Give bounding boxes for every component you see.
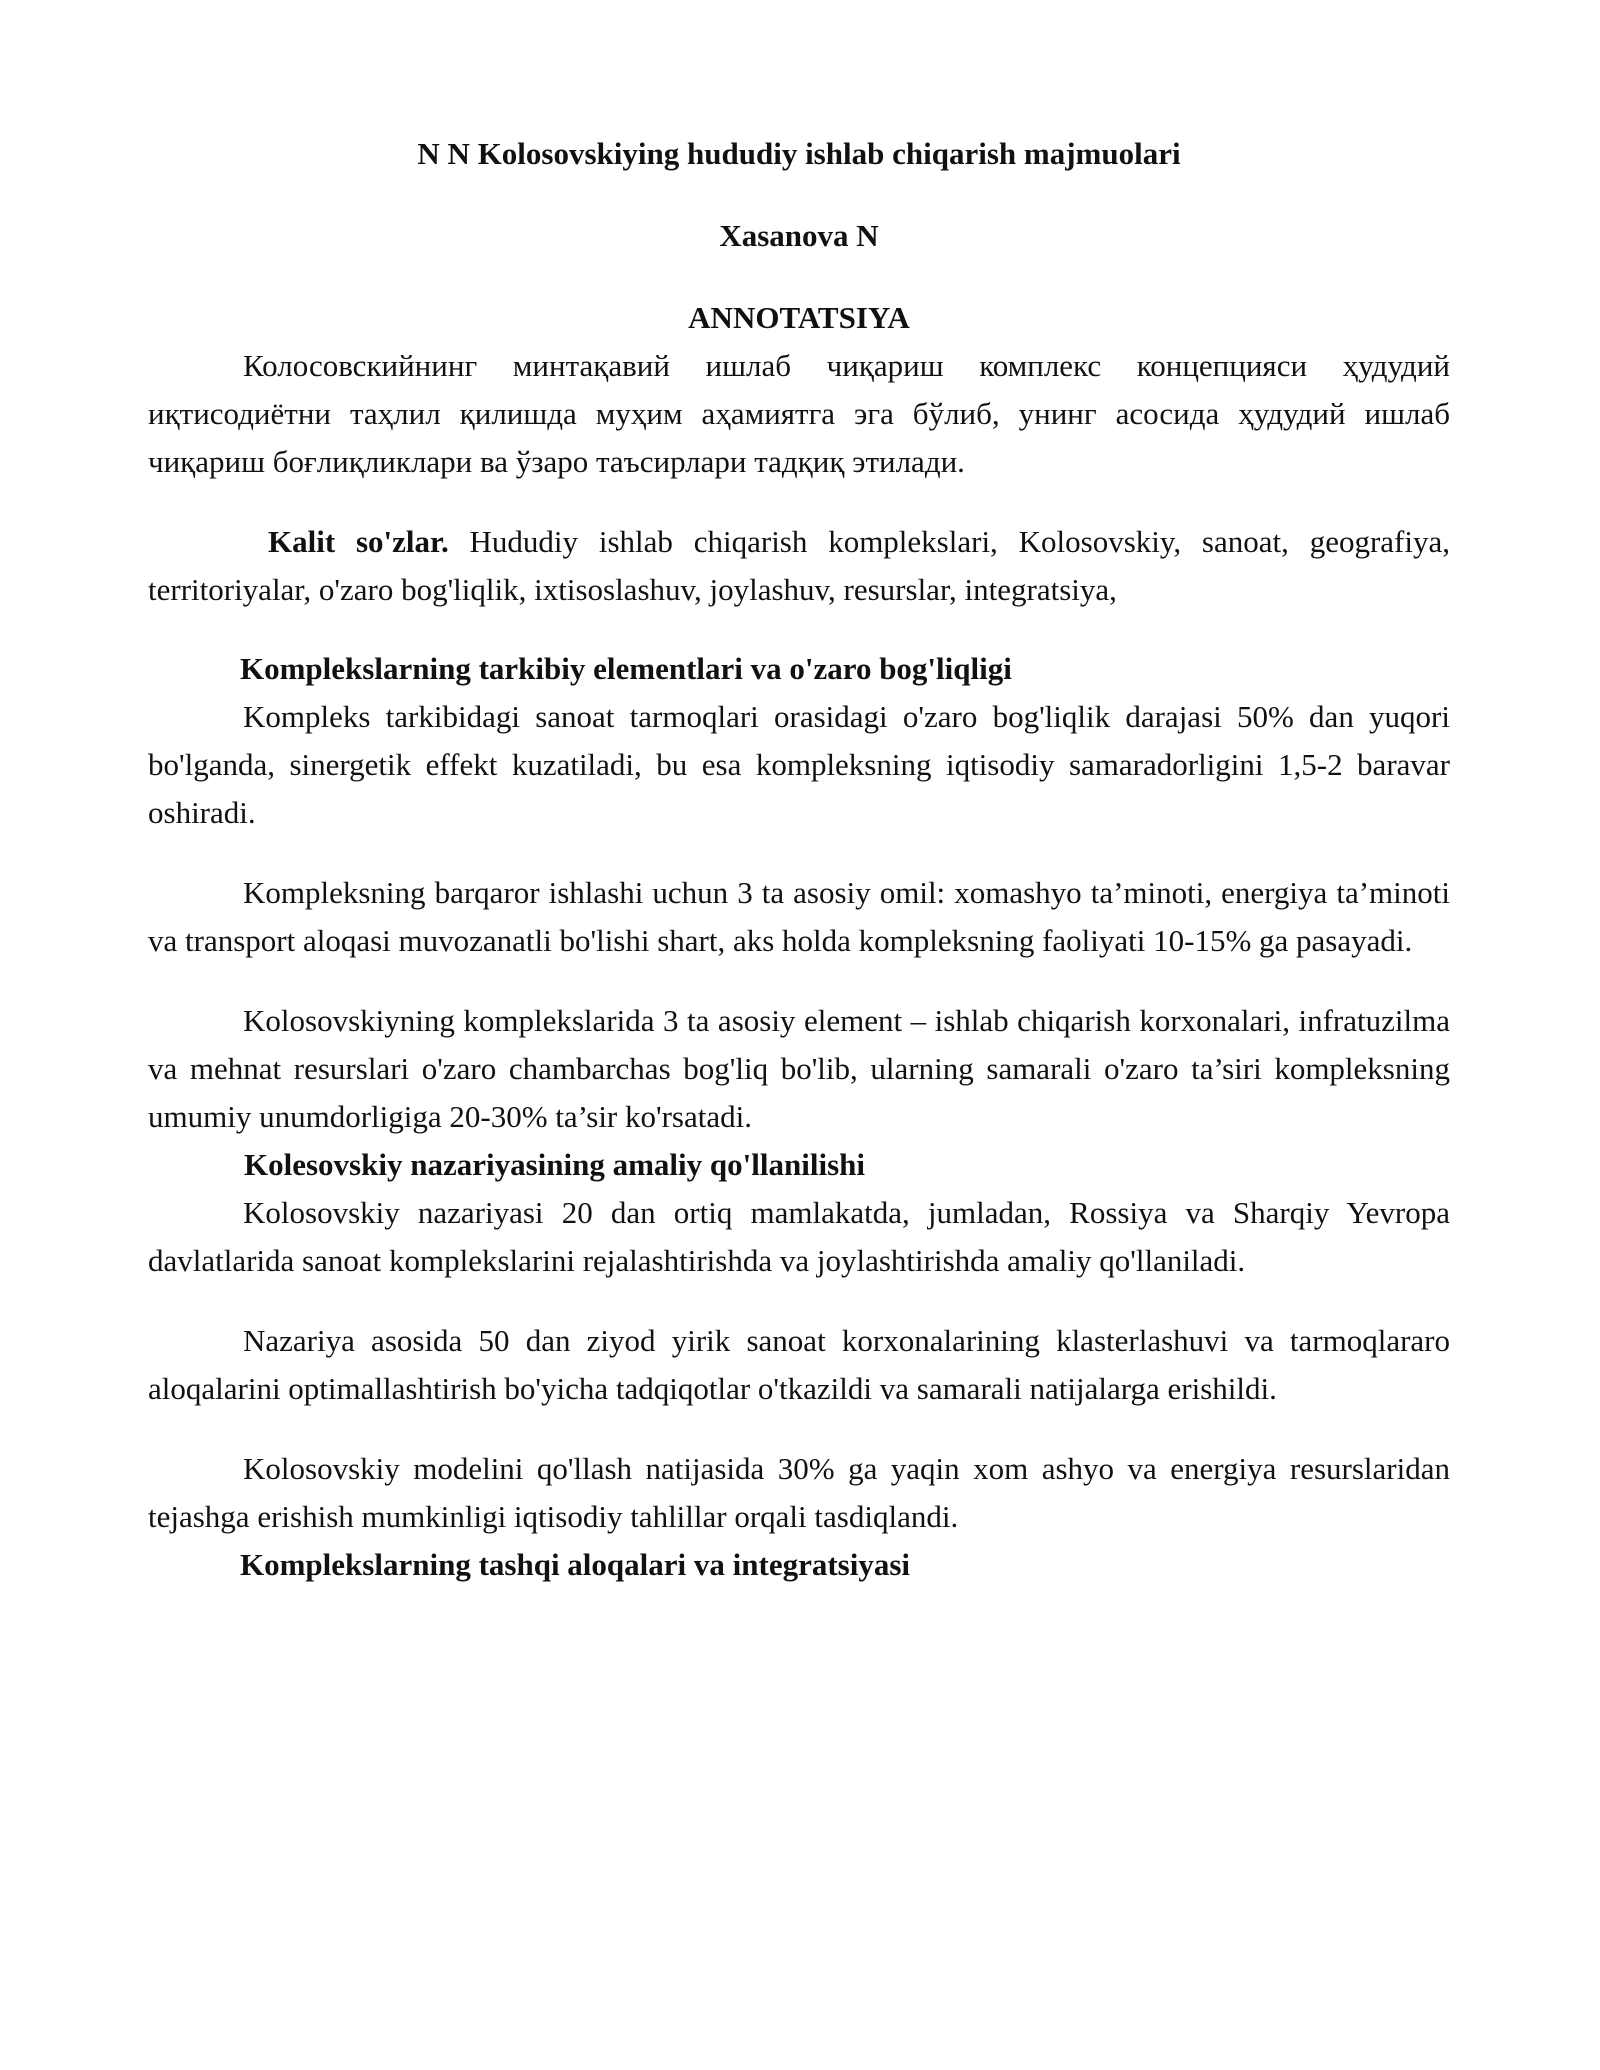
keywords-paragraph: [148, 518, 1450, 614]
section-paragraph: Nazariya asosida 50 dan ziyod yirik sanoat korxonalarining klasterlashuvi va tarmoqlararo aloqalarini optimallashtirish bo'yicha tadqiqotlar o'tkazildi va samarali natijalarga erishildi.: [148, 1323, 1450, 1406]
annotation-paragraph: Колосовскийнинг минтақавий ишлаб чиқариш комплекс концепцияси ҳудудий иқтисодиётни таҳлил қилишда муҳим аҳамиятга эга бўлиб, унинг асосида ҳудудий ишлаб чиқариш боғлиқликлари ва ўзаро таъсирлари тадқиқ этилади.: [148, 348, 1450, 479]
keywords-text: Hududiy ishlab chiqarish komplekslari, Kolosovskiy, sanoat, geografiya, territoriyalar, o'zaro bog'liqlik, ixtisoslashuv, joylashuv, resurslar, integratsiya,: [148, 524, 1450, 607]
section-paragraph: Kolosovskiyning komplekslarida 3 ta asosiy element – ishlab chiqarish korxonalari, infratuzilma va mehnat resurslari o'zaro chambarchas bog'liq bo'lib, ularning samarali o'zaro ta’siri kompleksning umumiy unumdorligiga 20-30% ta’sir ko'rsatadi.: [148, 1003, 1450, 1134]
section-paragraph: Kolosovskiy nazariyasi 20 dan ortiq mamlakatda, jumladan, Rossiya va Sharqiy Yevropa davlatlarida sanoat komplekslarini rejalashtirishda va joylashtirishda amaliy qo'llaniladi.: [148, 1195, 1450, 1278]
section-paragraph: Kompleksning barqaror ishlashi uchun 3 ta asosiy omil: xomashyo ta’minoti, energiya ta’minoti va transport aloqasi muvozanatli bo'lishi shart, aks holda kompleksning faoliyati 10-15% ga pasayadi.: [148, 875, 1450, 958]
document-page: [148, 130, 1450, 1589]
author-name: Xasanova N: [719, 218, 879, 253]
section-heading: Komplekslarning tarkibiy elementlari va o'zaro bog'liqligi: [240, 651, 1012, 686]
section-paragraph: Kolosovskiy modelini qo'llash natijasida 30% ga yaqin xom ashyo va energiya resurslaridan tejashga erishish mumkinligi iqtisodiy tahlillar orqali tasdiqlandi.: [148, 1451, 1450, 1534]
document-title: N N Kolosovskiying hududiy ishlab chiqarish majmuolari: [417, 136, 1181, 171]
annotation-heading: ANNOTATSIYA: [688, 300, 910, 335]
section-paragraph: Kompleks tarkibidagi sanoat tarmoqlari orasidagi o'zaro bog'liqlik darajasi 50% dan yuqori bo'lganda, sinergetik effekt kuzatiladi, bu esa kompleksning iqtisodiy samaradorligini 1,5-2 baravar oshiradi.: [148, 699, 1450, 830]
section-heading: Kolesovskiy nazariyasining amaliy qo'llanilishi: [244, 1147, 865, 1182]
section-heading: Komplekslarning tashqi aloqalari va integratsiyasi: [240, 1547, 911, 1582]
keywords-label: Kalit so'zlar.: [268, 524, 449, 559]
